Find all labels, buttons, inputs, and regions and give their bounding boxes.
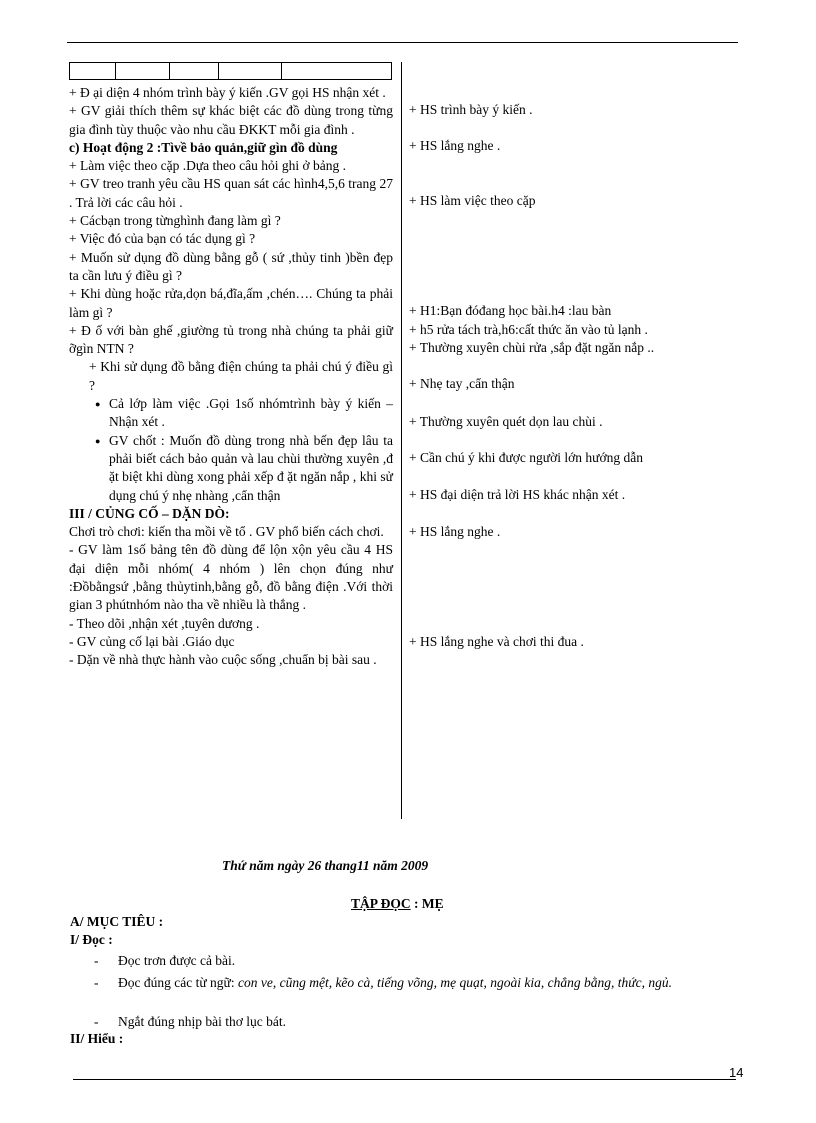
text-line: + Khi sử dụng đồ bằng điện chúng ta phải chú ý điều gì ? [89,359,393,393]
teacher-activities-column [69,84,393,670]
list-item [94,952,734,970]
text-line: + GV treo tranh yêu cầu HS quan sát các hình4,5,6 trang 27 . Trả lời các câu hỏi . [69,176,393,210]
text-line: + Đ ại diện 4 nhóm trình bày ý kiến .GV gọi HS nhận xét . [69,85,386,100]
table-stub [69,62,392,80]
dash-icon: - [94,953,99,968]
dash-icon: - [94,1014,99,1029]
table-cell [219,63,282,79]
text-line: Chơi trò chơi: kiến tha mồi về tổ . GV phổ biến cách chơi. [69,524,384,540]
footer-rule [73,1079,736,1080]
text-line: + Thường xuyên chùi rửa ,sắp đặt ngăn nắp .. [409,340,655,355]
bullet-text: Cả lớp làm việc .Gọi 1số nhómtrình bày ý kiến – Nhận xét . [109,396,393,430]
section-heading: III / CỦNG CỐ – DẶN DÒ: [69,505,230,521]
bullet-icon: ● [95,399,101,410]
table-cell [282,63,391,79]
list-item-words: con ve, cũng mệt, kẽo cà, tiếng võng, mẹ quạt, ngoài kia, chẳng bằng, thức, ngủ. [237,975,672,990]
text-line: - Theo dõi ,nhận xét ,tuyên dương . [69,615,260,631]
text-line: + Thường xuyên quét dọn lau chùi . [409,414,603,429]
text-line: + h5 rửa tách trà,h6:cất thức ăn vào tủ lạnh . [409,322,648,337]
text-line: + HS lắng nghe . [409,138,501,153]
table-cell [116,63,170,79]
text-line: + HS trình bày ý kiến . [409,102,533,117]
text-line: + HS lắng nghe . [409,524,501,539]
bullet-item [95,395,393,432]
text-line: + HS đại diện trả lời HS khác nhận xét . [409,487,626,502]
text-line: - GV làm 1số bảng tên đồ dùng để lộn xộn yêu cầu 4 HS đại diện mỗi nhóm( 4 nhóm ) lên chọn đúng như :Đồbằngsứ ,bằng thủytinh,bằng gỗ, đồ bằng điện .Với thời gian 3 phútnhóm nào tha về nhiều là thắng . [69,542,393,613]
text-line: + HS lắng nghe và chơi thi đua . [409,634,584,649]
understanding-heading: II/ Hiểu : [70,1031,124,1046]
text-line: + GV giải thích thêm sự khác biệt các đồ dùng trong từng gia đình tùy thuộc vào nhu cầu ĐKKT mỗi gia đình . [69,103,393,137]
list-item-text: Đọc trơn được cả bài. [118,953,236,968]
objectives-heading: A/ MỤC TIÊU : [70,914,164,929]
text-line: + Làm việc theo cặp .Dựa theo câu hỏi ghi ở bảng . [69,158,346,174]
page-number: 14 [729,1065,744,1080]
text-line: + Nhẹ tay ,cẩn thận [409,376,515,391]
list-item [94,1013,734,1031]
lesson-date: Thứ năm ngày 26 thang11 năm 2009 [222,858,429,873]
text-line: + Cần chú ý khi được người lớn hướng dẫn [409,450,643,465]
header-rule [67,42,738,43]
text-line: + Cácbạn trong từnghình đang làm gì ? [69,213,281,229]
lesson-title [351,896,444,912]
text-line: + HS làm việc theo cặp [409,193,536,208]
bullet-icon: ● [95,435,101,446]
bullet-item [95,432,393,505]
dash-icon: - [94,975,99,990]
text-line: - Dặn về nhà thực hành vào cuộc sống ,chuẩn bị bài sau . [69,652,377,668]
table-cell [70,63,116,79]
list-item-text: Đọc đúng các từ ngữ: [118,975,238,990]
list-item-text: Ngắt đúng nhịp bài thơ lục bát. [118,1014,286,1029]
reading-heading: I/ Đọc : [70,932,113,947]
activity-heading: c) Hoạt động 2 :Tìvề bảo quản,giữ gìn đồ dùng [69,139,338,155]
table-cell [170,63,219,79]
column-divider [401,62,402,819]
lesson-name: : MẸ [410,896,444,911]
text-line: + Đ ố với bàn ghế ,giường tủ trong nhà chúng ta phải giữ ỡgìn NTN ? [69,322,393,357]
text-line: - GV củng cố lại bài .Giáo dục [69,633,235,649]
text-line: + Khi dùng hoặc rửa,dọn bá,đĩa,ấm ,chén…. Chúng ta phải làm gì ? [69,286,393,320]
text-line: + Muốn sử dụng đồ dùng bằng gỗ ( sứ ,thủy tinh )bền đẹp ta cần lưu ý điều gì ? [69,249,393,283]
list-item [94,974,734,992]
text-line: + H1:Bạn đóđang học bài.h4 :lau bàn [409,303,612,318]
text-line: + Việc đó của bạn có tác dụng gì ? [69,231,256,247]
bullet-text: GV chốt : Muốn đồ dùng trong nhà bến đẹp lâu ta phải biết cách bảo quản và lau chùi thường xuyên ,đ ặt biệt khi dùng xong phải xếp đ ặt ngăn nắp , khi sử dụng chú ý nhẹ nhàng ,cẩn thận [109,432,393,503]
lesson-subject: TẬP ĐỌC [351,896,411,911]
